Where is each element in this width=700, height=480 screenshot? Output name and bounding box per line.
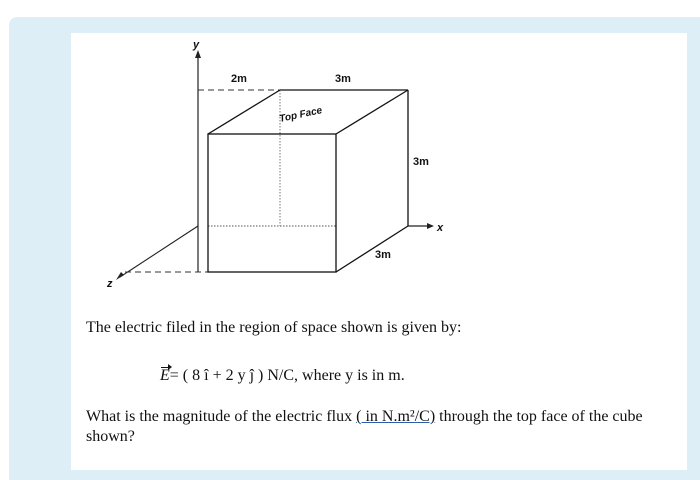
question-part-2: through the top face of the cube shown? [86,408,643,445]
y-axis-arrow [195,50,201,58]
problem-intro: The electric filed in the region of space shown is given by: [86,319,462,336]
height-label: 3m [413,156,429,168]
field-equation [160,366,680,386]
question-units: ( in N.m²/C) [356,408,436,425]
question-part-1: What is the magnitude of the electric flux [86,408,357,425]
top-face-label: Top Face [278,105,324,125]
field-vector-symbol: E [160,367,170,384]
width-label: 2m [231,73,247,85]
depth-label: 3m [335,73,351,85]
z-axis-label: z [107,278,113,290]
cube-front-face [208,134,336,272]
cube-edge-top-right [336,90,408,134]
bottom-edge-label: 3m [375,249,391,261]
cube-edge-bottom-right [336,226,408,272]
cube-edge-top-left [208,90,280,134]
field-expression: = ( 8 î + 2 y ĵ ) N/C, where y is in m. [169,367,405,384]
z-axis [120,226,198,277]
y-axis-label: y [193,39,200,51]
x-axis-label: x [437,222,444,234]
x-axis-arrow [427,223,434,229]
z-axis-arrow [116,272,124,280]
problem-question [86,407,686,447]
